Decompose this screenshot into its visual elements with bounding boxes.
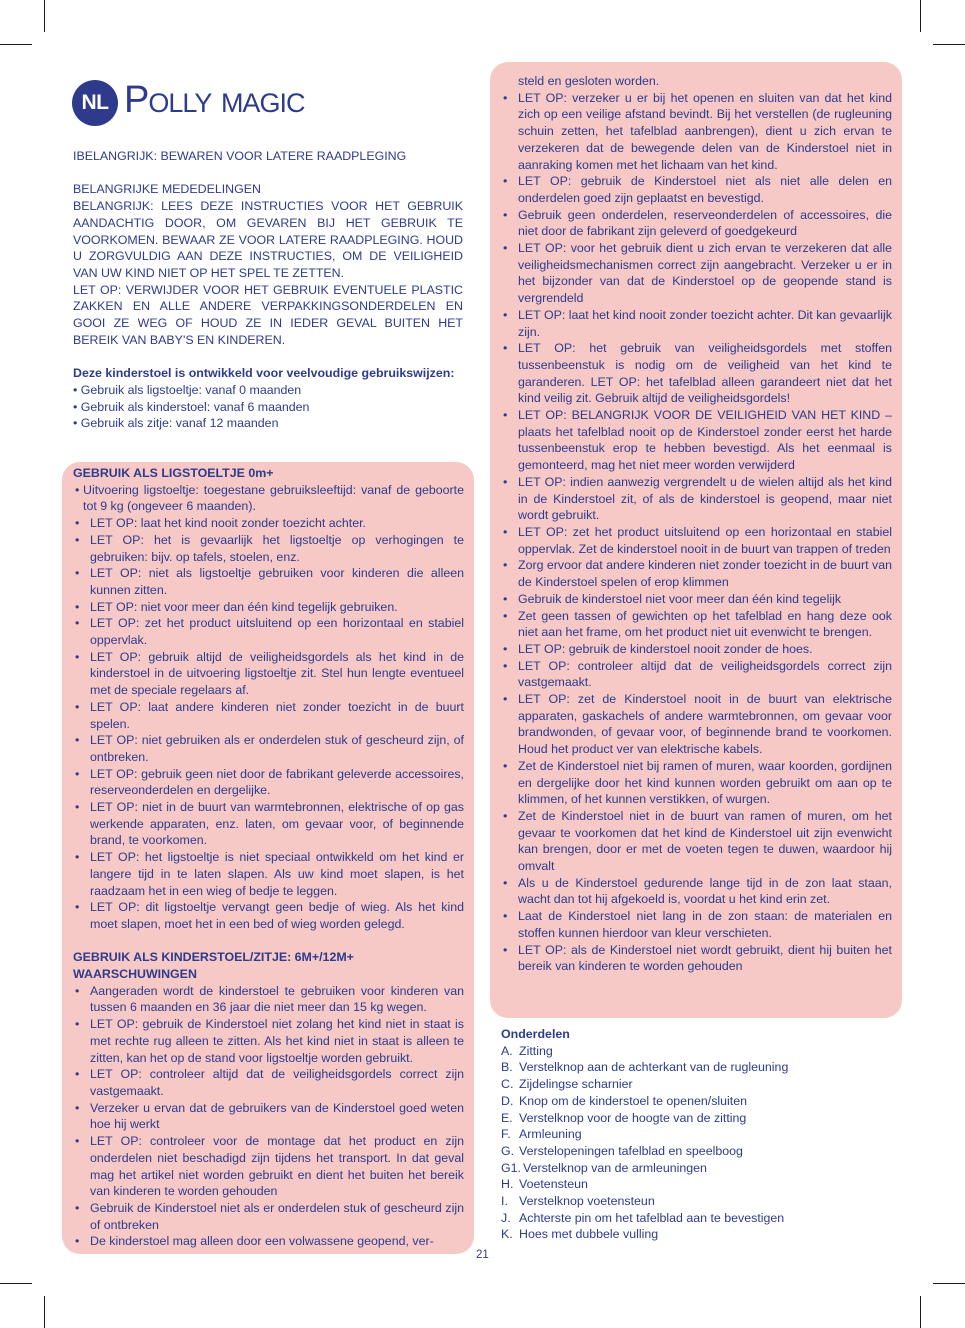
list-item: • LET OP: zet het product uitsluitend op een horizontaal en stabiel oppervlak. bbox=[73, 615, 464, 648]
notices-text: BELANGRIJK: LEES DEZE INSTRUCTIES VOOR HET GEBRUIK AANDACHTIG DOOR, OM GEVAREN BIJ HET GEBRUIK TE VOORKOMEN. BEWAAR ZE VOOR LATERE RAADPLEGING. HOUD U ZORGVULDIG AAN DEZE INSTRUCTIES, OM DE VEILIGHEID VAN UW KIND NIET OP HET SPEL TE ZETTEN. bbox=[73, 199, 463, 280]
list-item: • Gebruik geen onderdelen, reserveonderdelen of accessoires, die niet door de fabrikant zijn geleverd of goedgekeurd bbox=[501, 207, 892, 240]
parts-list bbox=[501, 1026, 901, 1243]
list-item: • LET OP: gebruik de Kinderstoel niet zolang het kind niet in staat is met rechte rug alleen te zitten. Als het kind niet in staat is alleen te zitten, kan het op de stand voor ligstoeltje worden gebruikt. bbox=[73, 1016, 464, 1066]
recliner-heading: GEBRUIK ALS LIGSTOELTJE 0m+ bbox=[73, 466, 274, 480]
parts-key: G. bbox=[501, 1143, 515, 1158]
list-item: • Aangeraden wordt de kinderstoel te gebruiken voor kinderen van tussen 6 maanden en 36 jaar die niet meer dan 15 kg wegen. bbox=[73, 983, 464, 1016]
warnings-panel-left bbox=[62, 462, 474, 1254]
parts-item bbox=[501, 1059, 901, 1076]
list-item: • LET OP: laat andere kinderen niet zonder toezicht in de buurt spelen. bbox=[73, 699, 464, 732]
intro-section bbox=[73, 148, 463, 432]
parts-label: Armleuning bbox=[519, 1127, 582, 1142]
parts-label: Verstelknop voor de hoogte van de zitting bbox=[519, 1110, 747, 1125]
list-item: • LET OP: laat het kind nooit zonder toezicht achter. bbox=[73, 515, 464, 532]
parts-item bbox=[501, 1210, 901, 1227]
parts-key: K. bbox=[501, 1227, 513, 1242]
parts-item bbox=[501, 1110, 901, 1127]
use-item: • Gebruik als zitje: vanaf 12 maanden bbox=[73, 416, 279, 431]
parts-label: Hoes met dubbele vulling bbox=[519, 1227, 659, 1242]
list-item: • Zet de Kinderstoel niet bij ramen of muren, waar koorden, gordijnen en dergelijke door het kind kunnen worden gebruikt om aan op te klimmen, of het kunnen verstikken, of wurgen. bbox=[501, 758, 892, 808]
list-item: • LET OP: zet de Kinderstoel nooit in de buurt van elektrische apparaten, gaskachels of andere warmtebronnen, om gevaar voor brandwonden, of gevaar voor, of beginnende brand te voorkomen. Houd het product ver van elektrische kabels. bbox=[501, 691, 892, 758]
parts-key: A. bbox=[501, 1043, 513, 1058]
list-item: • LET OP: het gebruik van veiligheidsgordels met stoffen tussenbeenstuk is nodig om de veiligheid van het kind te garanderen. LET OP: het tafelblad alleen garandeert niet dat het kind veilig zit. Gebruik altijd de veiligheidsgordels! bbox=[501, 340, 892, 407]
parts-item bbox=[501, 1176, 901, 1193]
crop-mark bbox=[920, 0, 921, 32]
list-item: • LET OP: laat het kind nooit zonder toezicht achter. Dit kan gevaarlijk zijn. bbox=[501, 307, 892, 340]
use-item: • Gebruik als ligstoeltje: vanaf 0 maanden bbox=[73, 382, 302, 397]
crop-mark bbox=[0, 44, 32, 45]
list-item: • LET OP: zet het product uitsluitend op een horizontaal en stabiel oppervlak. Zet de kinderstoel nooit in de buurt van trappen of treden bbox=[501, 524, 892, 557]
crop-mark bbox=[44, 0, 45, 32]
parts-item bbox=[501, 1043, 901, 1060]
parts-key: E. bbox=[501, 1110, 513, 1125]
list-item: • LET OP: dit ligstoeltje vervangt geen bedje of wieg. Als het kind moet slapen, moet het in een bed of wieg worden gelegd. bbox=[73, 899, 464, 932]
warnings-subheading: WAARSCHUWINGEN bbox=[73, 967, 197, 982]
list-item: • LET OP: niet gebruiken als er onderdelen stuk of gescheurd zijn, of ontbreken. bbox=[73, 732, 464, 765]
parts-key: F. bbox=[501, 1127, 511, 1142]
parts-label: Verstelknop aan de achterkant van de rugleuning bbox=[519, 1060, 789, 1075]
plastic-warning: LET OP: VERWIJDER VOOR HET GEBRUIK EVENTUELE PLASTIC ZAKKEN EN ALLE ANDERE VERPAKKINGSONDERDELEN EN GOOI ZE WEG OF HOUD ZE IN IEDER GEVAL BUITEN HET BEREIK VAN BABY'S EN KINDEREN. bbox=[73, 282, 463, 347]
list-item: • LET OP: gebruik de kinderstoel nooit zonder de hoes. bbox=[501, 641, 892, 658]
list-item: • LET OP: verzeker u er bij het openen en sluiten van dat het kind zich op een veilige afstand bevindt. Bij het verstellen (de rugleuning schuin zetten, het tafelblad aanbrengen), dient u zich ervan te verzekeren dat de bewegende delen van de Kinderstoel niet in aanraking komen met het lichaam van het kind. bbox=[501, 90, 892, 174]
parts-key: D. bbox=[501, 1093, 514, 1108]
list-item: • LET OP: niet voor meer dan één kind tegelijk gebruiken. bbox=[73, 599, 464, 616]
parts-key: I. bbox=[501, 1194, 508, 1209]
list-item: • LET OP: controleer altijd dat de veiligheidsgordels correct zijn vastgemaakt. bbox=[501, 658, 892, 691]
parts-item bbox=[501, 1226, 901, 1243]
list-item: • LET OP: het ligstoeltje is niet speciaal ontwikkeld om het kind er langere tijd in te laten slapen. Als uw kind moet slapen, is het raadzaam het in een wieg of bedje te leggen. bbox=[73, 849, 464, 899]
notices-title: BELANGRIJKE MEDEDELINGEN bbox=[73, 182, 261, 197]
parts-key: H. bbox=[501, 1177, 514, 1192]
parts-key: G1. bbox=[501, 1160, 521, 1175]
parts-label: Voetensteun bbox=[519, 1177, 588, 1192]
parts-label: Zitting bbox=[519, 1043, 553, 1058]
crop-mark bbox=[933, 1283, 965, 1284]
parts-label: Verstelopeningen tafelblad en speelboog bbox=[519, 1143, 743, 1158]
list-item: • Zorg ervoor dat andere kinderen niet zonder toezicht in de buurt van de Kinderstoel spelen of erop klimmen bbox=[501, 557, 892, 590]
parts-item bbox=[501, 1126, 901, 1143]
list-item: • De kinderstoel mag alleen door een volwassene geopend, ver- bbox=[73, 1233, 464, 1250]
parts-item bbox=[501, 1076, 901, 1093]
keep-notice: IBELANGRIJK: BEWAREN VOOR LATERE RAADPLEGING bbox=[73, 149, 407, 163]
parts-label: Achterste pin om het tafelblad aan te bevestigen bbox=[519, 1210, 785, 1225]
recliner-list bbox=[73, 482, 464, 933]
parts-item bbox=[501, 1193, 901, 1210]
crop-mark bbox=[44, 1296, 45, 1328]
list-item: • LET OP: het is gevaarlijk het ligstoeltje op verhogingen te gebruiken: bijv. op tafels, stoelen, enz. bbox=[73, 532, 464, 565]
list-item: • LET OP: controleer altijd dat de veiligheidsgordels correct zijn vastgemaakt. bbox=[73, 1066, 464, 1099]
list-item: • Zet geen tassen of gewichten op het tafelblad en hang deze ook niet aan het frame, om het product niet uit evenwicht te brengen. bbox=[501, 608, 892, 641]
list-item: • LET OP: gebruik de Kinderstoel niet als niet alle delen en onderdelen goed zijn geplaatst en bevestigd. bbox=[501, 173, 892, 206]
parts-label: Zijdelingse scharnier bbox=[519, 1077, 633, 1092]
parts-item bbox=[501, 1093, 901, 1110]
parts-key: C. bbox=[501, 1077, 514, 1092]
list-item: • Gebruik de Kinderstoel niet als er onderdelen stuk of gescheurd zijn of ontbreken bbox=[73, 1200, 464, 1233]
uses-title: Deze kinderstoel is ontwikkeld voor veelvoudige gebruikswijzen: bbox=[73, 366, 455, 381]
crop-mark bbox=[920, 1296, 921, 1328]
parts-label: Knop om de kinderstoel te openen/sluiten bbox=[519, 1093, 748, 1108]
parts-title: Onderdelen bbox=[501, 1027, 570, 1041]
list-item: • LET OP: BELANGRIJK VOOR DE VEILIGHEID VAN HET KIND – plaats het tafelblad nooit op de Kinderstoel zonder eerst het harde tussenbeenstuk erop te hebben bevestigd. Als het eenmaal is gemonteerd, mag het niet meer worden verwijderd bbox=[501, 407, 892, 474]
highchair-list bbox=[73, 983, 464, 1250]
parts-key: J. bbox=[501, 1210, 511, 1225]
continuation-text: steld en gesloten worden. bbox=[518, 74, 660, 88]
parts-label: Verstelknop voetensteun bbox=[519, 1194, 655, 1209]
crop-mark bbox=[933, 44, 965, 45]
parts-label: Verstelknop van de armleuningen bbox=[523, 1160, 707, 1175]
list-item: • LET OP: als de Kinderstoel niet wordt gebruikt, dient hij buiten het bereik van kinderen te worden gehouden bbox=[501, 942, 892, 975]
list-item: • LET OP: gebruik geen niet door de fabrikant geleverde accessoires, reserveonderdelen en dergelijke. bbox=[73, 766, 464, 799]
list-item: • Laat de Kinderstoel niet lang in de zon staan: de materialen en stoffen kunnen hierdoor van kleur verschieten. bbox=[501, 908, 892, 941]
list-item: • LET OP: niet in de buurt van warmtebronnen, elektrische of op gas werkende apparaten, enz. laten, om gevaar voor, of beginnende brand, te voorkomen. bbox=[73, 799, 464, 849]
language-badge: NL bbox=[72, 80, 118, 126]
list-item: • LET OP: niet als ligstoeltje gebruiken voor kinderen die alleen kunnen zitten. bbox=[73, 565, 464, 598]
list-item: • LET OP: gebruik altijd de veiligheidsgordels als het kind in de kinderstoel in de uitvoering ligstoeltje zit. Stel hun lengte eventueel met de speciale regelaars af. bbox=[73, 649, 464, 699]
page-number: 21 bbox=[476, 1249, 489, 1261]
list-item: • LET OP: indien aanwezig vergrendelt u de wielen altijd als het kind in de Kinderstoel zit, of als de kinderstoel is geopend, maar niet wordt gebruikt. bbox=[501, 474, 892, 524]
highchair-list-continued bbox=[501, 90, 892, 975]
parts-key: B. bbox=[501, 1060, 513, 1075]
list-item: • Uitvoering ligstoeltje: toegestane gebruiksleeftijd: vanaf de geboorte tot 9 kg (ongeveer 6 maanden). bbox=[73, 482, 464, 515]
list-item: • Verzeker u ervan dat de gebruikers van de Kinderstoel goed weten hoe hij werkt bbox=[73, 1100, 464, 1133]
highchair-heading: GEBRUIK ALS KINDERSTOEL/ZITJE: 6M+/12M+ bbox=[73, 950, 354, 965]
list-item: • Als u de Kinderstoel gedurende lange tijd in de zon laat staan, wacht dan tot hij afgekoeld is, voordat u het kind erin zet. bbox=[501, 875, 892, 908]
list-item: • LET OP: voor het gebruik dient u zich ervan te verzekeren dat alle veiligheidsmechanismen correct zijn aangebracht. Verzeker u er in het bijzonder van dat de Kinderstoel op de geopende stand is vergrendeld bbox=[501, 240, 892, 307]
list-item: • Zet de Kinderstoel niet in de buurt van ramen of muren, om het gevaar te voorkomen dat het kind de Kinderstoel uit zijn evenwicht kan brengen, door er met de voeten tegen te duwen, waardoor hij omvalt bbox=[501, 808, 892, 875]
parts-item bbox=[501, 1160, 901, 1177]
parts-item bbox=[501, 1143, 901, 1160]
use-item: • Gebruik als kinderstoel: vanaf 6 maanden bbox=[73, 399, 310, 414]
crop-mark bbox=[0, 1283, 32, 1284]
page-title: Polly magic bbox=[124, 79, 305, 121]
list-item: • Gebruik de kinderstoel niet voor meer dan één kind tegelijk bbox=[501, 591, 892, 608]
warnings-panel-right bbox=[490, 62, 902, 1018]
list-item: • LET OP: controleer voor de montage dat het product en zijn onderdelen niet beschadigd zijn tijdens het transport. In dat geval mag het artikel niet worden gebruikt en dient het buiten het bereik van kinderen te worden gehouden bbox=[73, 1133, 464, 1200]
